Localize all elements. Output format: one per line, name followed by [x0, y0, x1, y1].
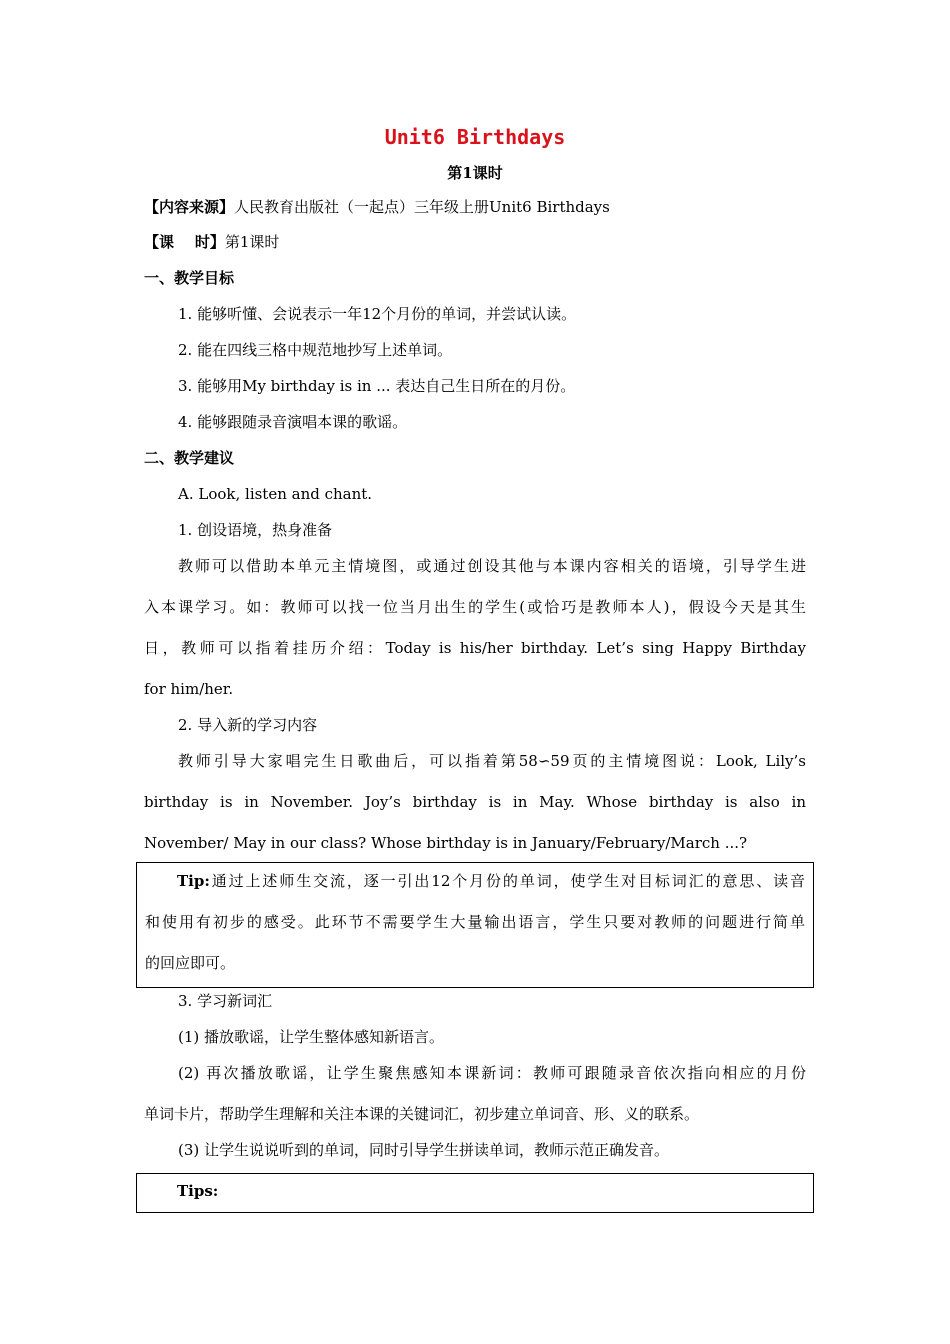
tips-box	[136, 1173, 814, 1213]
step1-title: 1. 创设语境，热身准备	[178, 521, 333, 539]
step1-paragraph-line: 入本课学习。如：教师可以找一位当月出生的学生(或恰巧是教师本人)，假设今天是其生	[144, 598, 806, 616]
class-period-text: 第1课时	[224, 233, 280, 251]
tip-line: 的回应即可。	[145, 954, 236, 972]
step3-item: (2) 再次播放歌谣，让学生聚焦感知本课新词：教师可跟随录音依次指向相应的月份	[178, 1064, 806, 1082]
objective-item: 3. 能够用My birthday is in ... 表达自己生日所在的月份。	[178, 377, 576, 395]
content-source-text: 人民教育出版社（一起点）三年级上册Unit6 Birthdays	[234, 198, 610, 216]
step3-item: (3) 让学生说说听到的单词，同时引导学生拼读单词，教师示范正确发音。	[178, 1141, 670, 1159]
tip-line: 和使用有初步的感受。此环节不需要学生大量输出语言，学生只要对教师的问题进行简单	[145, 913, 805, 931]
step2-paragraph-line: 教师引导大家唱完生日歌曲后，可以指着第58∽59页的主情境图说：Look, Lily’s	[178, 752, 806, 770]
step2-paragraph-line: November/ May in our class? Whose birthday is in January/February/March ...?	[144, 834, 748, 852]
objective-item: 2. 能在四线三格中规范地抄写上述单词。	[178, 341, 453, 359]
step3-title: 3. 学习新词汇	[178, 992, 273, 1010]
step3-item: (1) 播放歌谣，让学生整体感知新语言。	[178, 1028, 445, 1046]
tip-box	[136, 862, 814, 988]
step3-item: 单词卡片，帮助学生理解和关注本课的关键词汇，初步建立单词音、形、义的联系。	[144, 1105, 700, 1123]
step2-title: 2. 导入新的学习内容	[178, 716, 318, 734]
objective-item: 4. 能够跟随录音演唱本课的歌谣。	[178, 413, 408, 431]
document-title: Unit6 Birthdays	[384, 125, 566, 149]
step1-paragraph-line: 教师可以借助本单元主情境图，或通过创设其他与本课内容相关的语境，引导学生进	[178, 557, 806, 575]
tip-line: Tip:通过上述师生交流，逐一引出12个月份的单词，使学生对目标词汇的意思、读音	[177, 872, 805, 890]
tip-label: Tip:	[177, 872, 210, 890]
step1-paragraph-line: for him/her.	[144, 680, 234, 698]
objective-item: 1. 能够听懂、会说表示一年12个月份的单词，并尝试认读。	[178, 305, 577, 323]
step1-paragraph-line: 日，教师可以指着挂历介绍：Today is his/her birthday. Let’s sing Happy Birthday	[144, 639, 806, 657]
class-period	[144, 232, 279, 252]
part-a-title: A. Look, listen and chant.	[178, 485, 373, 503]
section-heading-objectives: 一、教学目标	[144, 269, 235, 287]
lesson-period-subtitle: 第1课时	[447, 164, 503, 182]
class-period-label: 【课 时】	[144, 233, 225, 251]
tips-label: Tips:	[177, 1182, 219, 1200]
content-source-label: 【内容来源】	[144, 198, 235, 216]
section-heading-suggestions: 二、教学建议	[144, 449, 235, 467]
step2-paragraph-line: birthday is in November. Joy’s birthday is in May. Whose birthday is also in	[144, 793, 806, 811]
content-source	[144, 197, 610, 217]
